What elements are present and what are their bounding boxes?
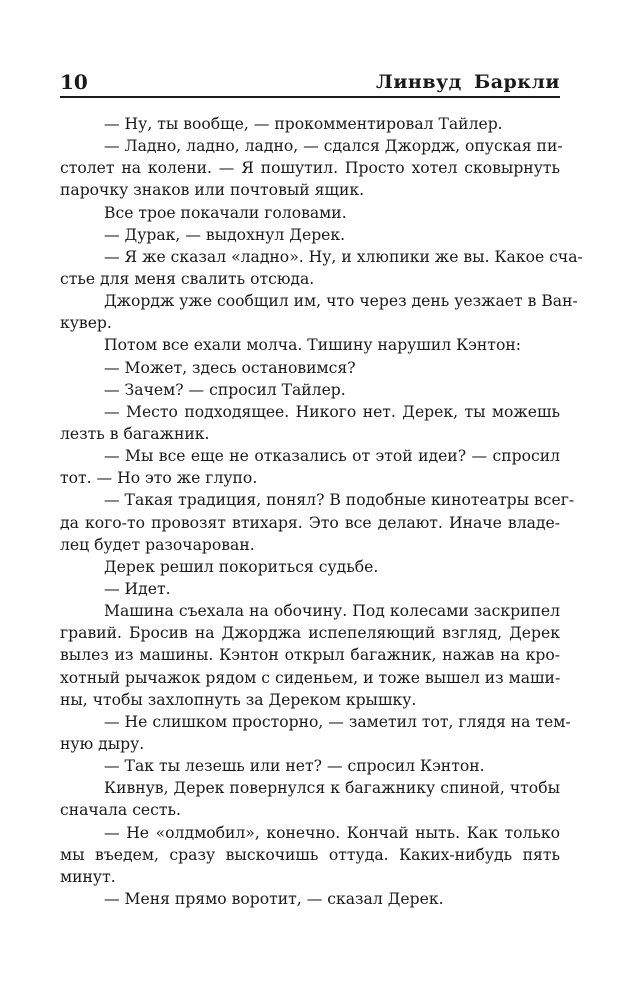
text-line: — Может, здесь остановимся? (104, 358, 356, 377)
text-line: лец будет разочарован. (60, 535, 255, 554)
text-line: гравий. Бросив на Джорджа испепеляющий взгляд, Дерек (60, 624, 560, 643)
text-line: Потом все ехали молча. Тишину нарушил Кэнтон: (104, 336, 521, 355)
text-line: Дерек решил покориться судьбе. (104, 557, 379, 576)
text-line: ны, чтобы захлопнуть за Дереком крышку. (60, 690, 417, 709)
text-line: — Мы все еще не отказались от этой идеи? — спросил (104, 447, 560, 466)
text-line: — Не «олдмобил», конечно. Кончай ныть. Как только (104, 823, 560, 842)
text-line: — Я же сказал «ладно». Ну, и хлюпики же вы. Какое сча- (104, 247, 583, 266)
page-header (60, 70, 560, 98)
text-line: Все трое покачали головами. (104, 203, 347, 222)
text-line: — Зачем? — спросил Тайлер. (104, 380, 346, 399)
body-text (60, 113, 583, 910)
text-line: столет на колени. — Я пошутил. Просто хотел сковырнуть (60, 159, 560, 178)
text-line: хотный рычажок рядом с сиденьем, и тоже вышел из маши- (60, 668, 561, 687)
text-line: ную дыру. (60, 734, 145, 753)
text-line: сначала сесть. (60, 801, 181, 820)
text-line: Машина съехала на обочину. Под колесами заскрипел (104, 602, 560, 621)
page-number: 10 (60, 70, 88, 94)
text-line: Кивнув, Дерек повернулся к багажнику спиной, чтобы (104, 779, 560, 798)
text-line: лезть в багажник. (60, 424, 210, 443)
text-line: — Идет. (104, 579, 171, 598)
text-line: кувер. (60, 314, 112, 333)
text-line: — Такая традиция, понял? В подобные кинотеатры всег- (104, 491, 575, 510)
text-line: минут. (60, 867, 116, 886)
text-line: — Дурак, — выдохнул Дерек. (104, 225, 346, 244)
text-line: тот. — Но это же глупо. (60, 469, 258, 488)
text-line: мы въедем, сразу выскочишь оттуда. Каких-нибудь пять (60, 845, 560, 864)
text-line: — Так ты лезешь или нет? — спросил Кэнтон. (104, 757, 485, 776)
text-line: — Ладно, ладно, ладно, — сдался Джордж, опуская пи- (104, 137, 563, 156)
text-line: — Меня прямо воротит, — сказал Дерек. (104, 889, 444, 908)
text-line: — Не слишком просторно, — заметил тот, глядя на тем- (104, 712, 571, 731)
text-line: — Ну, ты вообще, — прокомментировал Тайлер. (104, 115, 503, 133)
text-line: Джордж уже сообщил им, что через день уезжает в Ван- (104, 292, 578, 311)
text-line: парочку знаков или почтовый ящик. (60, 181, 365, 200)
text-line: да кого-то провозят втихаря. Это все делают. Иначе владе- (60, 513, 560, 532)
running-head-author: Линвуд Баркли (376, 71, 560, 93)
text-line: — Место подходящее. Никого нет. Дерек, ты можешь (104, 402, 560, 421)
text-line: стье для меня свалить отсюда. (60, 269, 315, 288)
text-line: вылез из машины. Кэнтон открыл багажник, нажав на кро- (60, 646, 560, 665)
